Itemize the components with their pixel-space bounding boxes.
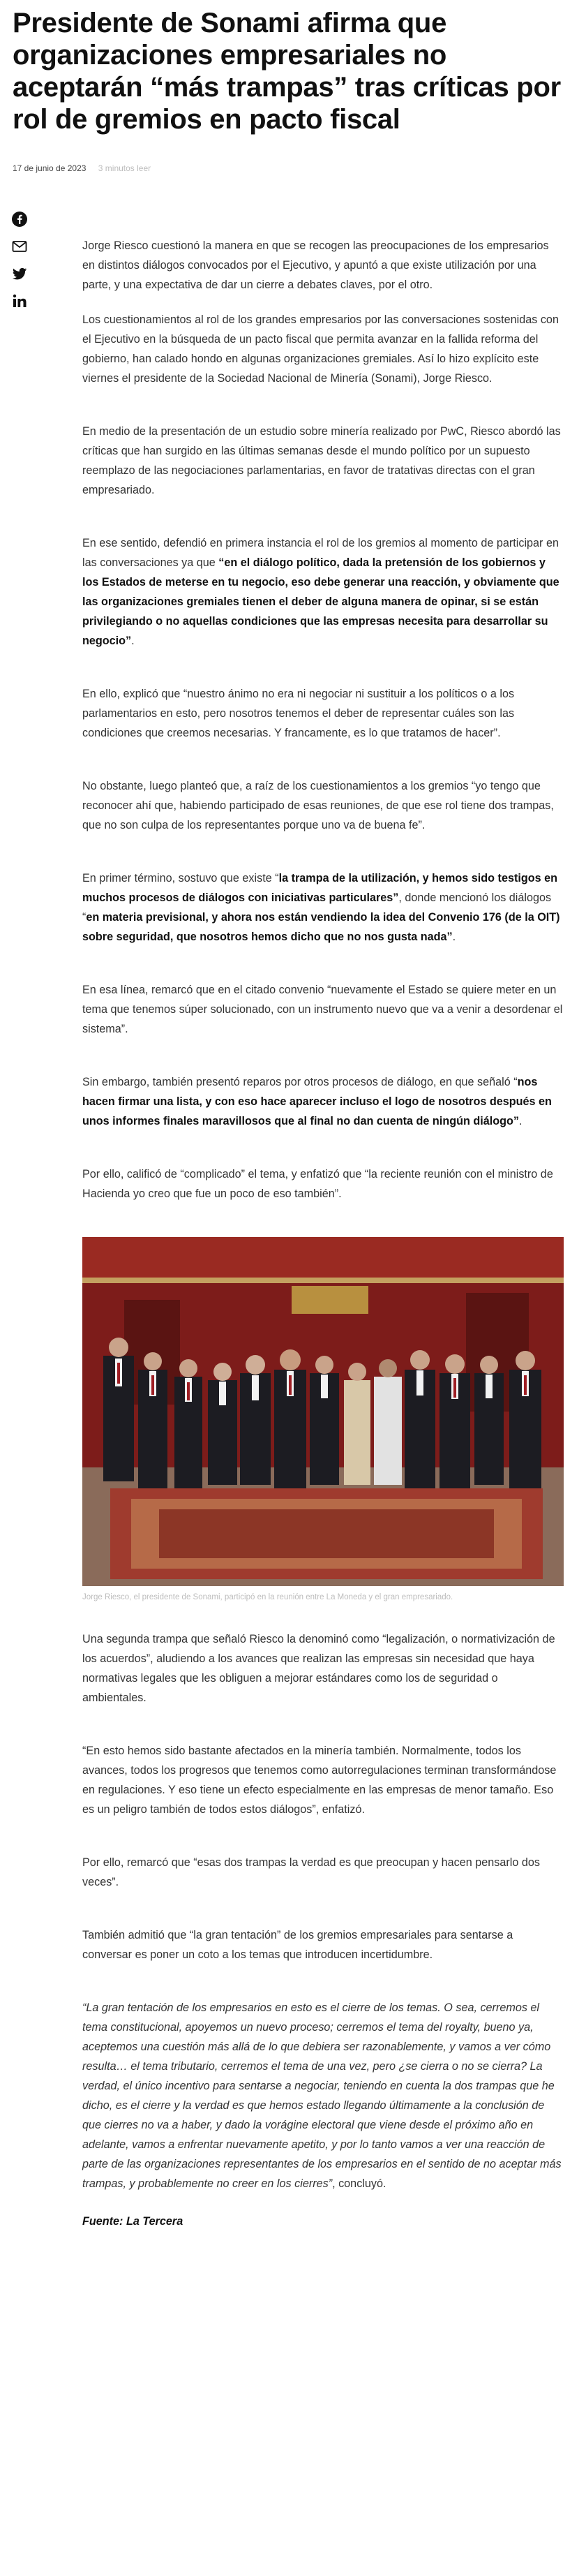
text-run: En ese sentido, defendió en primera instancia el rol de los gremios al momento de participar en las conversaciones ya que: [82, 537, 559, 569]
paragraph: No obstante, luego planteó que, a raíz de los cuestionamientos a los gremios “yo tengo que reconocer ahí que, habiendo participado de esas reuniones, de que ese rol tiene dos trampas, que no son culpa de los representantes porque uno va de buena fe”.: [82, 780, 554, 831]
article-meta: [13, 163, 151, 173]
italic-quote: “La gran tentación de los empresarios en esto es el cierre de los temas. O sea, cerremos el tema constitucional, apoyemos un nuevo proceso; cerremos el tema del royalty, bueno ya, aceptemos una cuestión más allá de lo que debiera ser razonablemente, y vamos a ver cómo resulta… el tema tributario, cerremos el tema de una vez, pero ¿se cierra o no se cierra? La verdad, el único incentivo para sentarse a negociar, teniendo en cuenta la dos trampas que he dicho, es el cierre y la verdad es que hemos estado llegando últimamente a la conclusión de que cierres no va a haber, y dado la vorágine electoral que viene desde el próximo año en adelante, vamos a enfrentar nuevamente apetito, y por lo tanto vamos a ver una reacción de parte de las organizaciones representantes de los empresarios en el sentido de no aceptar más trampas, y probablemente no creer en los cierres”: [82, 2001, 562, 2190]
photo: [82, 1237, 564, 1586]
paragraph: [82, 1072, 564, 1131]
twitter-icon[interactable]: [11, 265, 28, 282]
article-source: Fuente: La Tercera: [82, 2215, 183, 2228]
linkedin-icon[interactable]: [11, 293, 28, 309]
text-run: , donde mencionó los diálogos “: [82, 891, 552, 924]
bold-quote: nos hacen firmar una lista, y con eso hace aparecer incluso el logo de nosotros después en unos informes finales maravillosos que al final no dan cuenta de ningún diálogo”: [82, 1076, 552, 1127]
text-run: Sin embargo, también presentó reparos por otros procesos de diálogo, en que señaló “: [82, 1076, 518, 1088]
paragraph: Los cuestionamientos al rol de los grandes empresarios por las conversaciones sostenidas con el Ejecutivo en la búsqueda de un pacto fiscal que permita avanzar en la fallida reforma del gobierno, han calado hondo en algunas organizaciones gremiales. Así lo hizo explícito este viernes el presidente de la Sociedad Nacional de Minería (Sonami), Jorge Riesco.: [82, 313, 559, 385]
paragraph: Una segunda trampa que señaló Riesco la denominó como “legalización, o normativización de los acuerdos”, aludiendo a los avances que realizan las empresas sin necesidad que haya normativas legales que les obliguen a mejorar estándares como los de seguridad o ambientales.: [82, 1633, 555, 1704]
article-figure: [82, 1237, 564, 1603]
text-run: .: [131, 635, 135, 647]
publish-date: 17 de junio de 2023: [13, 163, 87, 173]
article-headline: Presidente de Sonami afirma que organizaciones empresariales no aceptarán “más trampas” tras críticas por rol de gremios en pacto fiscal: [13, 8, 561, 135]
facebook-icon[interactable]: [11, 211, 28, 228]
photo-caption: Jorge Riesco, el presidente de Sonami, participó en la reunión entre La Moneda y el gran empresariado.: [82, 1593, 453, 1601]
paragraph: Por ello, remarcó que “esas dos trampas la verdad es que preocupan y hacen pensarlo dos veces”.: [82, 1856, 540, 1888]
paragraph: Jorge Riesco cuestionó la manera en que se recogen las preocupaciones de los empresarios en distintos diálogos convocados por el Ejecutivo, y apuntó a que existe utilización por una parte, y una expectativa de dar un cierre a debates claves, por el otro.: [82, 239, 549, 291]
paragraph: “En esto hemos sido bastante afectados en la minería también. Normalmente, todos los avances, todos los progresos que tenemos como autorregulaciones terminan transformándose en regulaciones. Y eso tiene un efecto especialmente en las empresas de menor tamaño. Eso es un peligro también de todos estos diálogos”, enfatizó.: [82, 1745, 557, 1816]
share-bar: [11, 211, 31, 320]
reading-time: 3 minutos leer: [98, 163, 151, 173]
paragraph: [82, 533, 564, 651]
email-icon[interactable]: [11, 238, 28, 255]
bold-quote: la trampa de la utilización, y hemos sido testigos en muchos procesos de diálogos con iniciativas particulares”: [82, 872, 558, 904]
article-body: [82, 236, 564, 2246]
paragraph: En ello, explicó que “nuestro ánimo no era ni negociar ni sustituir a los políticos o a los parlamentarios en esto, pero nosotros tenemos el deber de representar cuáles son las condiciones que creemos necesarias. Y francamente, es lo que tratamos de hacer”.: [82, 688, 515, 739]
paragraph: [82, 1998, 564, 2193]
bold-quote: “en el diálogo político, dada la pretensión de los gobiernos y los Estados de meterse en tu negocio, eso debe generar una reacción, y obviamente que las organizaciones gremiales tienen el deber de alguna manera de opinar, si se están privilegiando o no aquellas condiciones que las empresas necesita para desarrollar su negocio”: [82, 556, 559, 647]
paragraph: En esa línea, remarcó que en el citado convenio “nuevamente el Estado se quiere meter en un tema que tenemos súper solucionado, con un instrumento nuevo que va a venir a desordenar el sistema”.: [82, 984, 563, 1035]
text-run: .: [519, 1115, 523, 1127]
paragraph: Por ello, calificó de “complicado” el tema, y enfatizó que “la reciente reunión con el ministro de Hacienda yo creo que fue un poco de eso también”.: [82, 1168, 553, 1200]
text-run: .: [452, 931, 456, 943]
text-run: , concluyó.: [332, 2177, 386, 2190]
paragraph: En medio de la presentación de un estudio sobre minería realizado por PwC, Riesco abordó las críticas que han surgido en las últimas semanas desde el mundo político por un supuesto reemplazo de las negociaciones parlamentarias, en favor de tratativas directas con el gran empresariado.: [82, 425, 561, 496]
bold-quote: en materia previsional, y ahora nos están vendiendo la idea del Convenio 176 (de la OIT) sobre seguridad, que nosotros hemos dicho que no nos gusta nada”: [82, 911, 560, 943]
paragraph: [82, 868, 564, 947]
paragraph: También admitió que “la gran tentación” de los gremios empresariales para sentarse a conversar es poner un coto a los temas que introducen incertidumbre.: [82, 1929, 513, 1961]
text-run: En primer término, sostuvo que existe “: [82, 872, 279, 884]
